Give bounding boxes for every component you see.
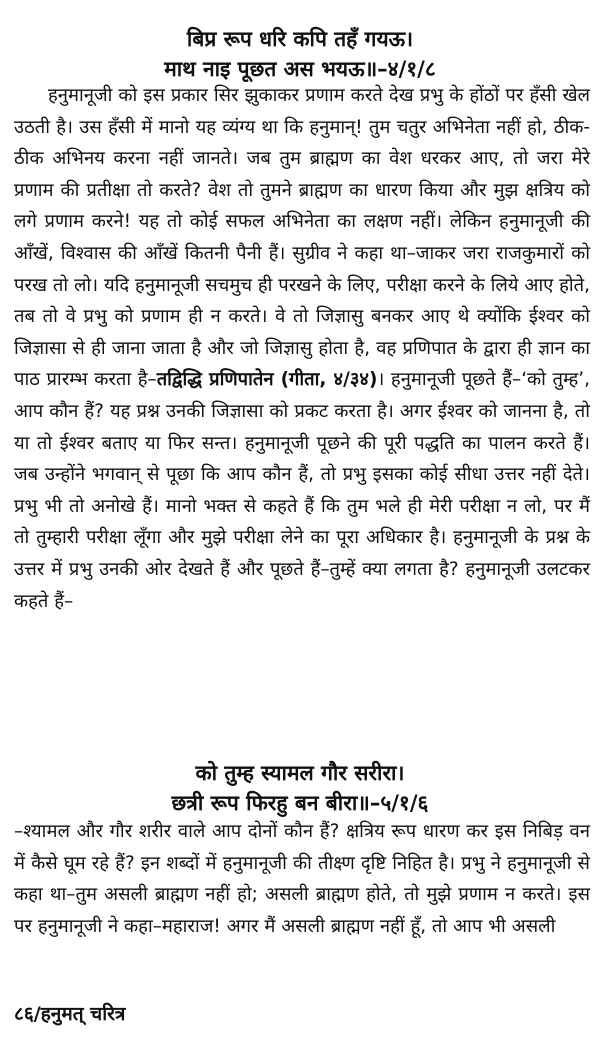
page-footer: ८६/हनुमत् चरित्र	[14, 1003, 126, 1025]
paragraph-2	[14, 816, 590, 942]
gita-reference: तद्विद्धि प्रणिपातेन (गीता, ४/३४)	[156, 369, 378, 391]
paragraph-1-before-reference: हनुमानूजी को इस प्रकार सिर झुकाकर प्रणाम करते देख प्रभु के होंठों पर हँसी खेल उठती है। उस हँसी में मानो यह व्यंग्य था कि हनुमान्! तुम चतुर अभिनेता नहीं हो, ठीक-ठीक अभिनय करना नहीं जानते। जब तुम ब्राह्मण का वेश धरकर आए, तो जरा मेरे प्रणाम की प्रतीक्षा तो करते? वेश तो तुमने ब्राह्मण का धारण किया और मुझ क्षत्रिय को लगे प्रणाम करने! यह तो कोई सफल अभिनेता का लक्षण नहीं। लेकिन हनुमानूजी की आँखें, विश्वास की आँखें कितनी पैनी हैं। सुग्रीव ने कहा था–जाकर जरा राजकुमारों को परख तो लो। यदि हनुमानूजी सचमुच ही परखने के लिए, परीक्षा करने के लिये आए होते, तब तो वे प्रभु को प्रणाम ही न करते। वे तो जिज्ञासु बनकर आए थे क्योंकि ईश्वर को जिज्ञासा से ही जाना जाता है और जो जिज्ञासु होता है, वह प्रणिपात के द्वारा ही ज्ञान का पाठ प्रारम्भ करता है–	[14, 85, 590, 391]
paragraph-1-text	[14, 80, 590, 617]
verse-1-line-1: बिप्र रूप धरि कपि तहँ गयऊ।	[186, 27, 414, 51]
paragraph-2-text: –श्यामल और गौर शरीर वाले आप दोनों कौन हैं? क्षत्रिय रूप धारण कर इस निबिड़ वन में कैसे घूम रहे हैं? इन शब्दों में हनुमानूजी की तीक्ष्ण दृष्टि निहित है। प्रभु ने हनुमानूजी से कहा था–तुम असली ब्राह्मण नहीं हो; असली ब्राह्मण होते, तो मुझे प्रणाम न करते। इस पर हनुमानूजी ने कहा–महाराज! अगर मैं असली ब्राह्मण नहीं हूँ, तो आप भी असली	[14, 821, 590, 937]
paragraph-1	[14, 80, 590, 617]
paragraph-1-after-reference: । हनुमानूजी पूछते हैं–‘को तुम्ह’, आप कौन हैं? यह प्रश्न उनकी जिज्ञासा को प्रकट करता है। अगर ईश्वर को जानना है, तो या तो ईश्वर बताए या फिर सन्त। हनुमानूजी पूछने की पूरी पद्धति का पालन करते हैं। जब उन्होंने भगवान् से पूछा कि आप कौन हैं, तो प्रभु इसका कोई सीधा उत्तर नहीं देते। प्रभु भी तो अनोखे हैं। मानो भक्त से कहते हैं कि तुम भले ही मेरी परीक्षा न लो, पर मैं तो तुम्हारी परीक्षा लूँगा और मुझे परीक्षा लेने का पूरा अधिकार है। हनुमानूजी के प्रश्न के उत्तर में प्रभु उनकी ओर देखते हैं और पूछते हैं–तुम्हें क्या लगता है? हनुमानूजी उलटकर कहते हैं–	[14, 369, 590, 612]
verse-2-line-1: को तुम्ह स्यामल गौर सरीरा।	[195, 761, 405, 785]
verse-1-line-2: माथ नाइ पूछत अस भयऊ॥–४/१/८	[164, 57, 436, 81]
verse-2-line-2: छत्री रूप फिरहु बन बीरा॥–५/१/६	[171, 791, 429, 815]
